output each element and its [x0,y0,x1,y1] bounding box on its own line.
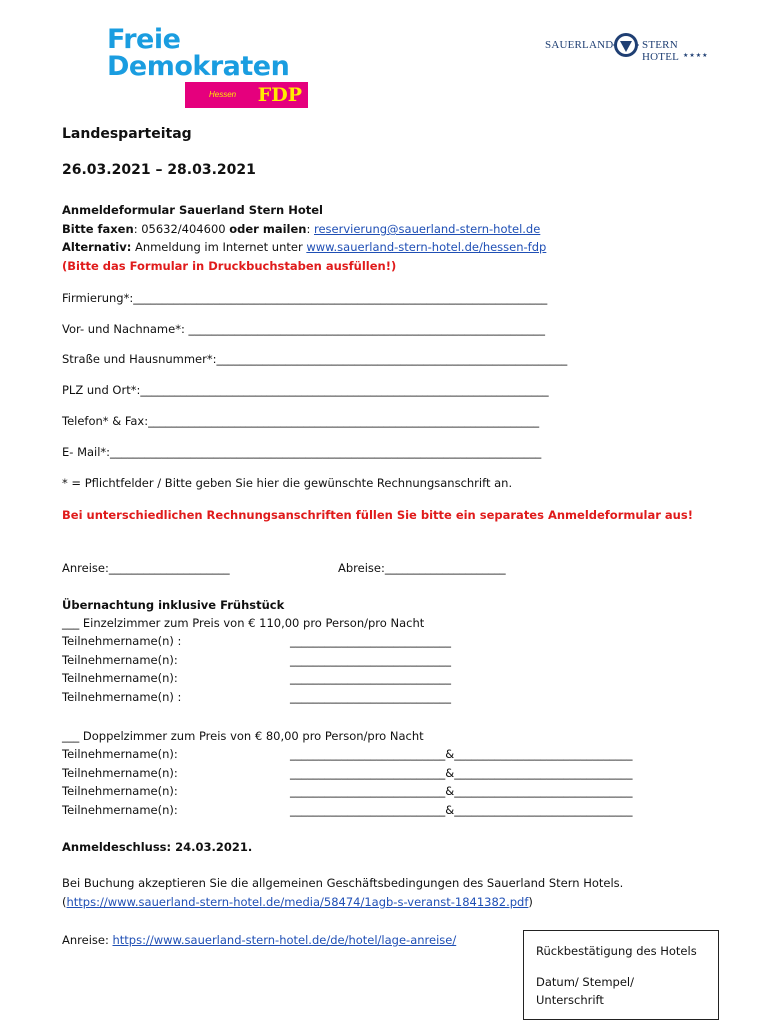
deadline: Anmeldeschluss: 24.03.2021. [62,840,253,854]
route-link[interactable]: https://www.sauerland-stern-hotel.de/de/hotel/lage-anreise/ [112,933,457,947]
hotel-stars: ★★★★ [683,53,709,59]
single-room-option[interactable]: ___ Einzelzimmer zum Preis von € 110,00 pro Person/pro Nacht [62,616,425,630]
hotel-logo-left-text: SAUERLAND [545,39,614,51]
single-room-participant-field[interactable]: ____________________________ [290,652,451,667]
fdp-logo-word-demokraten: Demokraten [107,51,290,82]
confirmation-title: Rückbestätigung des Hotels [536,944,697,958]
firmierung-field[interactable]: Firmierung*:________________________________________________________________________ [62,291,548,305]
route-line [62,933,456,947]
mail-label: oder mailen [229,222,307,236]
alt-line [62,240,546,254]
single-room-participant-field[interactable]: ____________________________ [290,634,451,648]
email-field[interactable]: E- Mail*:___________________________________________________________________________ [62,445,542,459]
double-room-participant-field[interactable]: ___________________________&_______________________________ [290,784,633,799]
arrival-field[interactable]: Anreise:_____________________ [62,561,230,575]
print-note: (Bitte das Formular in Druckbuchstaben ausfüllen!) [62,259,397,273]
double-room-participant-field[interactable]: ___________________________&_______________________________ [290,802,633,817]
single-room-participant-field[interactable]: ____________________________ [290,689,451,704]
double-room-participant-label: Teilnehmername(n): [62,784,178,799]
fax-line [62,222,540,236]
hotel-emblem-icon [613,32,639,58]
hotel-logo-right-text: STERN HOTEL [642,39,680,63]
agb-line [62,895,533,909]
mail-colon: : [306,222,314,236]
email-link[interactable]: reservierung@sauerland-stern-hotel.de [314,222,541,236]
agb-close: ) [528,895,533,909]
route-label: Anreise: [62,933,113,947]
single-room-participant-field[interactable]: ____________________________ [290,671,451,686]
single-room-participant-label: Teilnehmername(n) : [62,689,182,704]
event-dates: 26.03.2021 – 28.03.2021 [62,162,256,178]
hotel-confirmation-box [523,930,719,1020]
fax-label: Bitte faxen [62,222,134,236]
street-field[interactable]: Straße und Hausnummer*:_____________________________________________________________ [62,352,568,366]
plz-field[interactable]: PLZ und Ort*:_______________________________________________________________________ [62,383,549,397]
fdp-logo-short: FDP [257,84,302,106]
separate-form-note: Bei unterschiedlichen Rechnungsanschriften füllen Sie bitte ein separates Anmeldeformular aus! [62,508,693,522]
single-room-participant-label: Teilnehmername(n): [62,671,178,686]
fdp-logo-region: Hessen [209,90,237,99]
required-note: * = Pflichtfelder / Bitte geben Sie hier die gewünschte Rechnungsanschrift an. [62,476,513,490]
hotel-logo [545,32,715,64]
agb-text: Bei Buchung akzeptieren Sie die allgemeinen Geschäftsbedingungen des Sauerland Stern Hotels. [62,876,624,890]
agb-link[interactable]: https://www.sauerland-stern-hotel.de/media/58474/1agb-s-veranst-1841382.pdf [66,895,529,909]
double-room-participant-field[interactable]: ___________________________&_______________________________ [290,747,633,761]
double-room-participant-label: Teilnehmername(n): [62,802,178,817]
single-room-participant-label: Teilnehmername(n): [62,652,178,667]
double-room-option[interactable]: ___ Doppelzimmer zum Preis von € 80,00 pro Person/pro Nacht [62,729,424,743]
fdp-logo-bar [185,82,308,108]
double-room-participant-field[interactable]: ___________________________&_______________________________ [290,765,633,780]
name-field[interactable]: Vor- und Nachname*: ______________________________________________________________ [62,322,545,336]
page-title: Landesparteitag [62,126,192,142]
phone-field[interactable]: Telefon* & Fax:____________________________________________________________________ [62,414,540,428]
confirmation-signature: Unterschrift [536,993,604,1007]
registration-link[interactable]: www.sauerland-stern-hotel.de/hessen-fdp [306,240,547,254]
fdp-logo [107,26,312,110]
fdp-logo-word-freie: Freie [107,24,181,55]
confirmation-date-stamp: Datum/ Stempel/ [536,975,634,989]
form-title: Anmeldeformular Sauerland Stern Hotel [62,203,323,217]
departure-field[interactable]: Abreise:_____________________ [338,561,506,575]
overnight-title: Übernachtung inklusive Frühstück [62,598,285,612]
agb-open: ( [62,895,67,909]
fax-number: : 05632/404600 [133,222,230,236]
alt-text: Anmeldung im Internet unter [131,240,307,254]
double-room-participant-label: Teilnehmername(n): [62,747,178,761]
single-room-participant-label: Teilnehmername(n) : [62,634,182,648]
alt-label: Alternativ: [62,240,132,254]
double-room-participant-label: Teilnehmername(n): [62,765,178,780]
